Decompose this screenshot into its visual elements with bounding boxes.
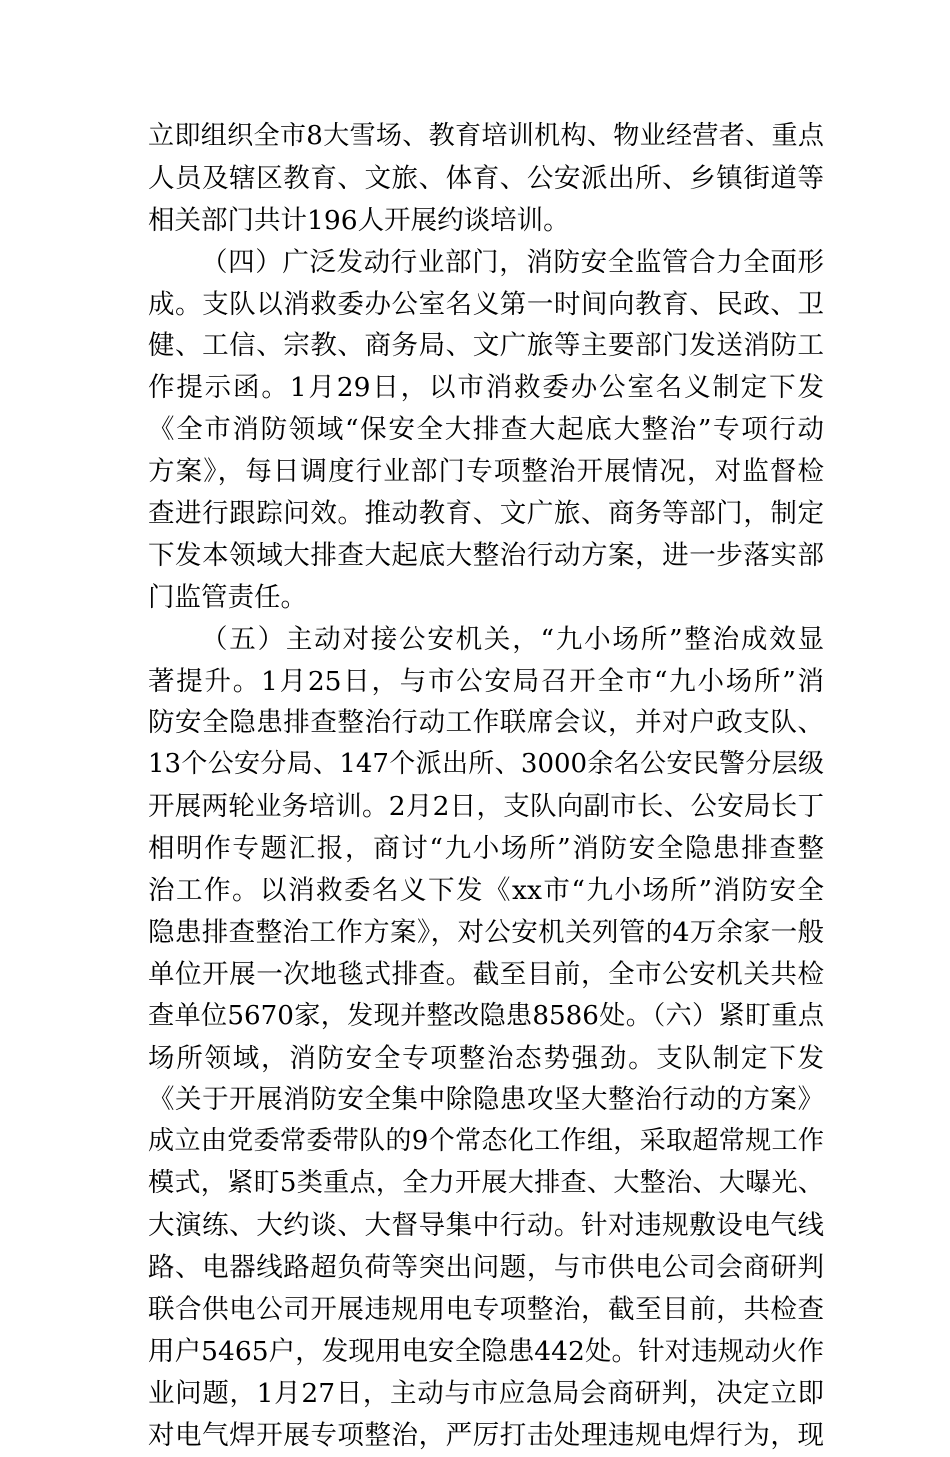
text-line: 人员及辖区教育、文旅、体育、公安派出所、乡镇街道等 xyxy=(148,162,824,194)
text-line: 查进行跟踪问效。推动教育、文广旅、商务等部门，制定 xyxy=(148,498,824,530)
paragraph-first-line: （五）主动对接公安机关，“九小场所”整治成效显 xyxy=(201,623,824,655)
text-line: 方案》，每日调度行业部门专项整治开展情况，对监督检 xyxy=(148,456,824,488)
text-line: 单位开展一次地毯式排查。截至目前，全市公安机关共检 xyxy=(148,958,824,990)
text-line: 成立由党委常委带队的9个常态化工作组，采取超常规工作 xyxy=(148,1126,824,1157)
text-line: 用户5465户，发现用电安全隐患442处。针对违规动火作 xyxy=(148,1335,824,1367)
text-line: 开展两轮业务培训。2月2日，支队向副市长、公安局长丁 xyxy=(148,791,824,823)
text-line: 13个公安分局、147个派出所、3000余名公安民警分层级 xyxy=(148,749,824,780)
text-line: 下发本领域大排查大起底大整治行动方案，进一步落实部 xyxy=(148,539,824,571)
text-line: 门监管责任。 xyxy=(148,581,307,613)
text-line: 《全市消防领域“保安全大排查大起底大整治”专项行动 xyxy=(148,414,824,446)
text-line: 模式，紧盯5类重点，全力开展大排查、大整治、大曝光、 xyxy=(148,1168,824,1199)
text-line: 防安全隐患排查整治行动工作联席会议，并对户政支队、 xyxy=(148,707,824,739)
text-line: 成。支队以消救委办公室名义第一时间向教育、民政、卫 xyxy=(148,288,824,320)
text-line: 大演练、大约谈、大督导集中行动。针对违规敷设电气线 xyxy=(148,1210,824,1242)
text-line: 联合供电公司开展违规用电专项整治，截至目前，共检查 xyxy=(148,1293,824,1325)
text-line: 作提示函。1月29日，以市消救委办公室名义制定下发 xyxy=(148,372,824,404)
text-line: 治工作。以消救委名义下发《xx市“九小场所”消防安全 xyxy=(148,875,824,907)
text-line: 场所领域，消防安全专项整治态势强劲。支队制定下发 xyxy=(148,1042,824,1074)
paragraph-first-line: （四）广泛发动行业部门，消防安全监管合力全面形 xyxy=(201,246,824,278)
text-line: 业问题，1月27日，主动与市应急局会商研判，决定立即 xyxy=(148,1377,824,1409)
text-line: 《关于开展消防安全集中除隐患攻坚大整治行动的方案》 xyxy=(148,1084,824,1116)
text-line: 路、电器线路超负荷等突出问题，与市供电公司会商研判 xyxy=(148,1252,824,1284)
text-line: 查单位5670家，发现并整改隐患8586处。（六）紧盯重点 xyxy=(148,1000,824,1031)
text-line: 相关部门共计196人开展约谈培训。 xyxy=(148,204,570,236)
text-line: 立即组织全市8大雪场、教育培训机构、物业经营者、重点 xyxy=(148,121,824,151)
document-body xyxy=(148,116,824,1457)
text-line: 著提升。1月25日，与市公安局召开全市“九小场所”消 xyxy=(148,665,824,697)
text-line: 健、工信、宗教、商务局、文广旅等主要部门发送消防工 xyxy=(148,330,824,362)
text-line: 隐患排查整治工作方案》，对公安机关列管的4万余家一般 xyxy=(148,916,824,948)
text-line: 相明作专题汇报，商讨“九小场所”消防安全隐患排查整 xyxy=(148,833,824,865)
text-line: 对电气焊开展专项整治，严厉打击处理违规电焊行为，现 xyxy=(148,1419,824,1451)
